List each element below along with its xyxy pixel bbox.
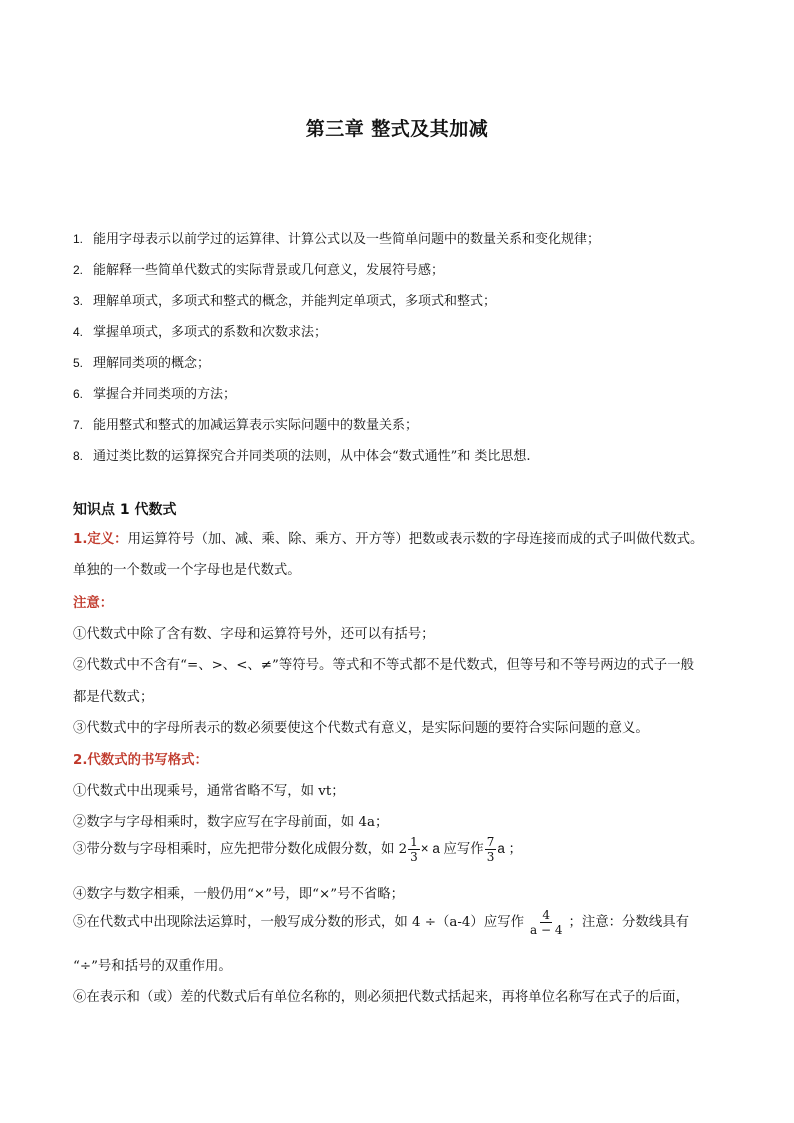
fraction-one-third: $\frac{1}{3}$ — [410, 835, 418, 864]
format-item: ②数字与字母相乘时，数字应写在字母前面，如 4a； — [73, 815, 389, 830]
objective-item: 3. 理解单项式，多项式和整式的概念，并能判定单项式，多项式和整式； — [73, 294, 497, 309]
note-item: ①代数式中除了含有数、字母和运算符号外，还可以有括号； — [73, 627, 435, 642]
definition-line: 1.定义：用运算符号（加、减、乘、除、乘方、开方等）把数或表示数的字母连接而成的式子叫做代数式。 — [73, 532, 704, 547]
format-item-mixed-fraction: ③带分数与字母相乘时，应先把带分数化成假分数，如 2 $\frac{1}{3}$ × a 应写作 $\frac{7}{3}$ a ； — [73, 835, 522, 864]
objective-item: 8. 通过类比数的运算探究合并同类项的法则，从中体会“数式通性”和 类比思想. — [73, 449, 531, 464]
objective-item: 5. 理解同类项的概念； — [73, 356, 211, 371]
format-item: ⑥在表示和（或）差的代数式后有单位名称的，则必须把代数式括起来，再将单位名称写在式子的后面， — [73, 990, 689, 1005]
definition-line-2: 单独的一个数或一个字母也是代数式。 — [73, 563, 301, 578]
note-item: ②代数式中不含有“=、>、<、≠”等符号。等式和不等式都不是代数式，但等号和不等号两边的式子一般 — [73, 658, 694, 673]
format-label: 2.代数式的书写格式： — [73, 753, 208, 768]
objective-item: 7. 能用整式和整式的加减运算表示实际问题中的数量关系； — [73, 418, 419, 433]
definition-label: 1.定义： — [73, 532, 128, 547]
fraction-four-over-a-minus-four: $\frac{4}{a - 4}$ — [530, 908, 563, 937]
objective-item: 6. 掌握合并同类项的方法； — [73, 387, 237, 402]
note-label: 注意： — [73, 596, 114, 611]
note-item: ③代数式中的字母所表示的数必须要使这个代数式有意义，是实际问题的要符合实际问题的意义。 — [73, 721, 649, 736]
objective-item: 1. 能用字母表示以前学过的运算律、计算公式以及一些简单问题中的数量关系和变化规律； — [73, 232, 601, 247]
format-item-division: ⑤在代数式中出现除法运算时，一般写成分数的形式，如 4 ÷（a-4）应写作 $\frac{4}{a - 4}$ ；注意：分数线具有 — [73, 908, 689, 937]
chapter-title: 第三章 整式及其加减 — [305, 118, 489, 140]
note-item: 都是代数式； — [73, 690, 154, 705]
objective-item: 4. 掌握单项式，多项式的系数和次数求法； — [73, 325, 328, 340]
objective-item: 2. 能解释一些简单代数式的实际背景或几何意义，发展符号感； — [73, 263, 445, 278]
knowledge-point-heading: 知识点 1 代数式 — [73, 502, 177, 518]
fraction-seven-thirds: $\frac{7}{3}$ — [486, 835, 495, 864]
format-item: ④数字与数字相乘，一般仍用“×”号，即“×”号不省略； — [73, 887, 405, 902]
format-item-continued: “÷”号和括号的双重作用。 — [73, 959, 232, 974]
format-item: ①代数式中出现乘号，通常省略不写，如 vt； — [73, 784, 345, 799]
